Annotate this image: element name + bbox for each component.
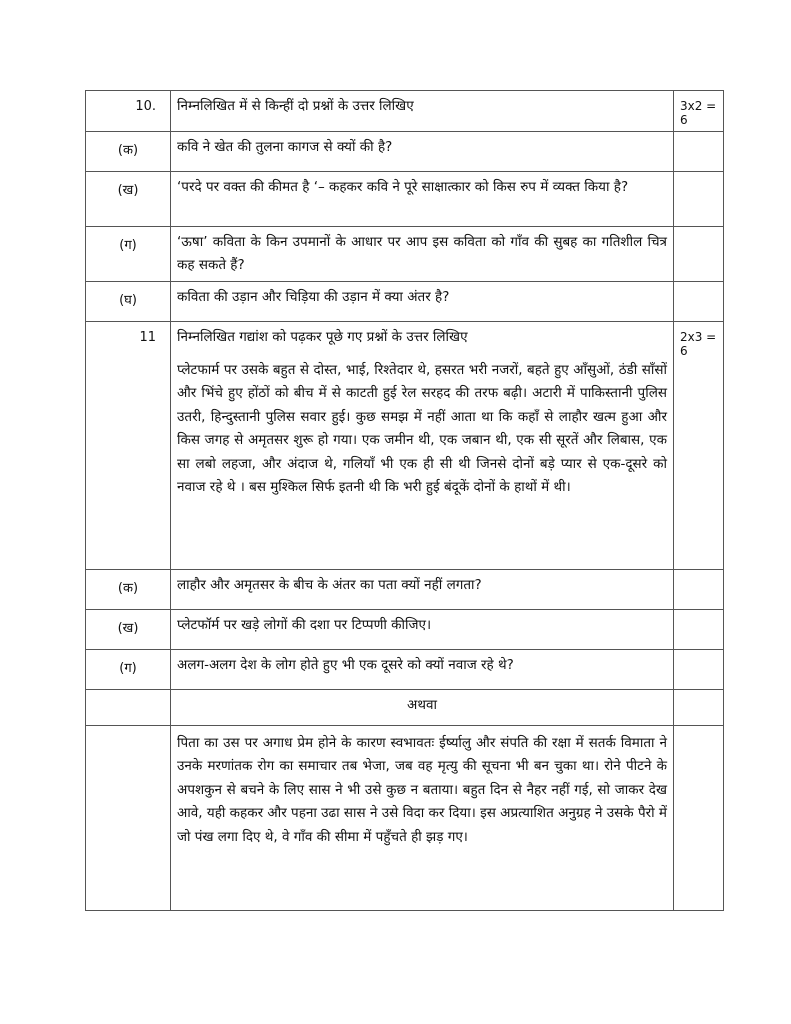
q11-part-row — [86, 570, 724, 610]
q10-part-label: (ग) — [86, 227, 171, 282]
alt-passage-row — [86, 726, 724, 911]
q10-part-text: ‘परदे पर वक्त की कीमत है ‘– कहकर कवि ने पूरे साक्षात्कार को किस रुप में व्यक्त किया है? — [171, 172, 674, 227]
q11-passage-row — [86, 322, 724, 570]
q10-part-label: (घ) — [86, 282, 171, 322]
question-table — [85, 90, 724, 911]
q10-part-text: कवि ने खेत की तुलना कागज से क्यों की है? — [171, 132, 674, 172]
q10-heading: निम्नलिखित में से किन्हीं दो प्रश्नों के उत्तर लिखिए — [171, 91, 674, 132]
q11-part-text: अलग-अलग देश के लोग होते हुए भी एक दूसरे को क्यों नवाज रहे थे? — [171, 650, 674, 690]
q10-marks: 3x2 = 6 — [674, 91, 724, 132]
q11-part-text: प्लेटफॉर्म पर खड़े लोगों की दशा पर टिप्पणी कीजिए। — [171, 610, 674, 650]
alt-passage: पिता का उस पर अगाध प्रेम होने के कारण स्वभावतः ईर्ष्यालु और संपति की रक्षा में सतर्क विमाता ने उनके मरणांतक रोग का समाचार तब भेजा, जब वह मृत्यु की सूचना भी बन चुका था। रोने पीटने के अपशकुन से बचने के लिए सास ने भी उसे कुछ न बताया। बहुत दिन से नैहर नहीं गई, सो जाकर देख आवे, यही कहकर और पहना उढा सास ने उसे विदा कर दिया। इस अप्रत्याशित अनुग्रह ने उसके पैरो में जो पंख लगा दिए थे, वे गाँव की सीमा में पहुँचते ही झड़ गए। — [177, 735, 667, 845]
q11-part-label: (ग) — [86, 650, 171, 690]
q10-part-row — [86, 132, 724, 172]
q10-part-label: (ख) — [86, 172, 171, 227]
q11-passage: प्लेटफार्म पर उसके बहुत से दोस्त, भाई, रिश्तेदार थे, हसरत भरी नजरों, बहते हुए आँसुओं, ठंडी साँसों और भिंचे हुए होंठों को बीच में से काटती हुई रेल सरहद की तरफ बढ़ी। अटारी में पाकिस्तानी पुलिस उतरी, हिन्दुस्तानी पुलिस सवार हुई। कुछ समझ में नहीं आता था कि कहाँ से लाहौर खत्म हुआ और किस जगह से अमृतसर शुरू हो गया। एक जमीन थी, एक जबान थी, एक सी सूरतें और लिबास, एक सा लबो लहजा, और अंदाज थे, गलियाँ भी एक ही सी थी जिनसे दोनों बड़े प्यार से एक-दूसरे को नवाज रहे थे । बस मुश्किल सिर्फ इतनी थी कि भरी हुई बंदूकें दोनों के हाथों में थी। — [177, 362, 667, 496]
q11-part-row — [86, 650, 724, 690]
q11-part-label: (क) — [86, 570, 171, 610]
q10-header-row — [86, 91, 724, 132]
q11-marks: 2x3 = 6 — [674, 322, 724, 570]
q10-part-label: (क) — [86, 132, 171, 172]
q11-number: 11 — [86, 322, 171, 570]
q11-heading: निम्नलिखित गद्यांश को पढ़कर पूछे गए प्रश्नों के उत्तर लिखिए — [177, 329, 468, 345]
q10-part-text: ‘ऊषा’ कविता के किन उपमानों के आधार पर आप इस कविता को गाँव की सुबह का गतिशील चित्र कह सकते हैं? — [171, 227, 674, 282]
q10-number: 10. — [86, 91, 171, 132]
q10-part-row — [86, 227, 724, 282]
or-label: अथवा — [171, 690, 674, 726]
q10-part-row — [86, 282, 724, 322]
q11-part-label: (ख) — [86, 610, 171, 650]
q11-part-row — [86, 610, 724, 650]
or-row — [86, 690, 724, 726]
q10-part-text: कविता की उड़ान और चिड़िया की उड़ान में क्या अंतर है? — [171, 282, 674, 322]
q10-part-row — [86, 172, 724, 227]
q11-part-text: लाहौर और अमृतसर के बीच के अंतर का पता क्यों नहीं लगता? — [171, 570, 674, 610]
